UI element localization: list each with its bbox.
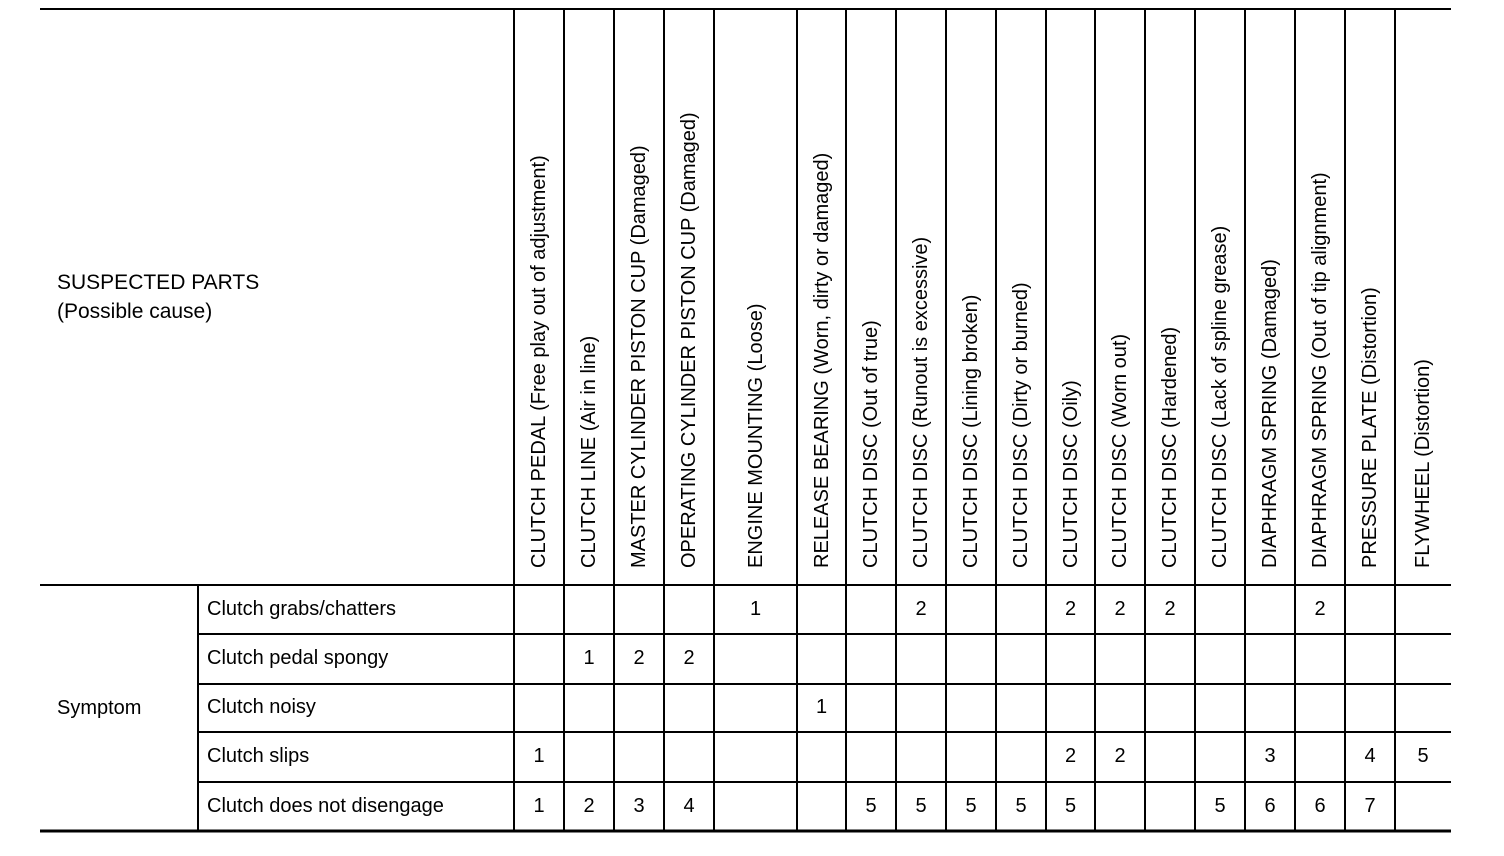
symptom-label: Clutch slips [207,745,310,767]
priority-cell: 5 [1214,794,1226,817]
priority-cell: 1 [533,794,545,817]
priority-cell: 5 [1015,794,1027,817]
part-header-6: RELEASE BEARING (Worn, dirty or damaged) [810,152,833,568]
symptom-group-label: Symptom [57,697,142,719]
priority-cell: 5 [1417,745,1429,767]
priority-cell: 3 [633,794,645,817]
priority-cell: 7 [1364,794,1376,817]
priority-cell: 2 [583,794,595,817]
symptom-label: Clutch pedal spongy [207,647,389,669]
priority-cell: 2 [915,597,927,620]
part-header-9: CLUTCH DISC (Lining broken) [960,294,982,568]
symptom-label: Clutch grabs/chatters [207,597,396,620]
part-header-12: CLUTCH DISC (Worn out) [1109,333,1131,568]
priority-cell: 6 [1264,794,1276,817]
priority-cell: 1 [583,647,595,669]
priority-cell: 2 [1114,597,1126,620]
priority-cell: 6 [1314,794,1326,817]
part-header-1: CLUTCH PEDAL (Free play out of adjustment) [528,155,550,568]
part-header-14: CLUTCH DISC (Lack of spline grease) [1209,225,1231,568]
priority-cell: 5 [865,794,877,817]
part-header-8: CLUTCH DISC (Runout is excessive) [910,236,932,568]
part-header-7: CLUTCH DISC (Out of true) [860,320,882,568]
part-header-11: CLUTCH DISC (Oily) [1059,380,1082,568]
priority-cell: 2 [633,647,645,669]
priority-cell: 1 [533,745,545,767]
symptom-label: Clutch does not disengage [207,794,444,817]
part-header-3: MASTER CYLINDER PISTON CUP (Damaged) [628,145,650,568]
priority-cell: 2 [683,647,695,669]
priority-cell: 5 [915,794,927,817]
part-header-5: ENGINE MOUNTING (Loose) [744,303,767,568]
part-header-13: CLUTCH DISC (Hardened) [1159,326,1181,568]
part-header-2: CLUTCH LINE (Air in line) [578,335,600,568]
priority-cell: 1 [815,696,828,718]
part-header-4: OPERATING CYLINDER PISTON CUP (Damaged) [678,112,700,568]
priority-cell: 2 [1064,745,1077,767]
priority-cell: 5 [1064,794,1077,817]
priority-cell: 4 [683,794,695,817]
header-title: SUSPECTED PARTS [57,271,260,294]
part-header-17: PRESSURE PLATE (Distortion) [1359,287,1381,568]
part-header-10: CLUTCH DISC (Dirty or burned) [1010,282,1032,568]
part-header-16: DIAPHRAGM SPRING (Out of tip alignment) [1309,172,1331,568]
part-header-15: DIAPHRAGM SPRING (Damaged) [1259,259,1281,568]
priority-cell: 2 [1064,597,1077,620]
header-subtitle: (Possible cause) [57,300,213,323]
symptom-label: Clutch noisy [207,696,316,718]
priority-cell: 2 [1114,745,1126,767]
priority-cell: 2 [1314,597,1326,620]
priority-cell: 4 [1364,745,1376,767]
priority-cell: 3 [1264,745,1276,767]
priority-cell: 1 [749,597,762,620]
priority-cell: 5 [965,794,977,817]
part-header-18: FLYWHEEL (Distortion) [1412,359,1434,568]
priority-cell: 2 [1164,597,1176,620]
